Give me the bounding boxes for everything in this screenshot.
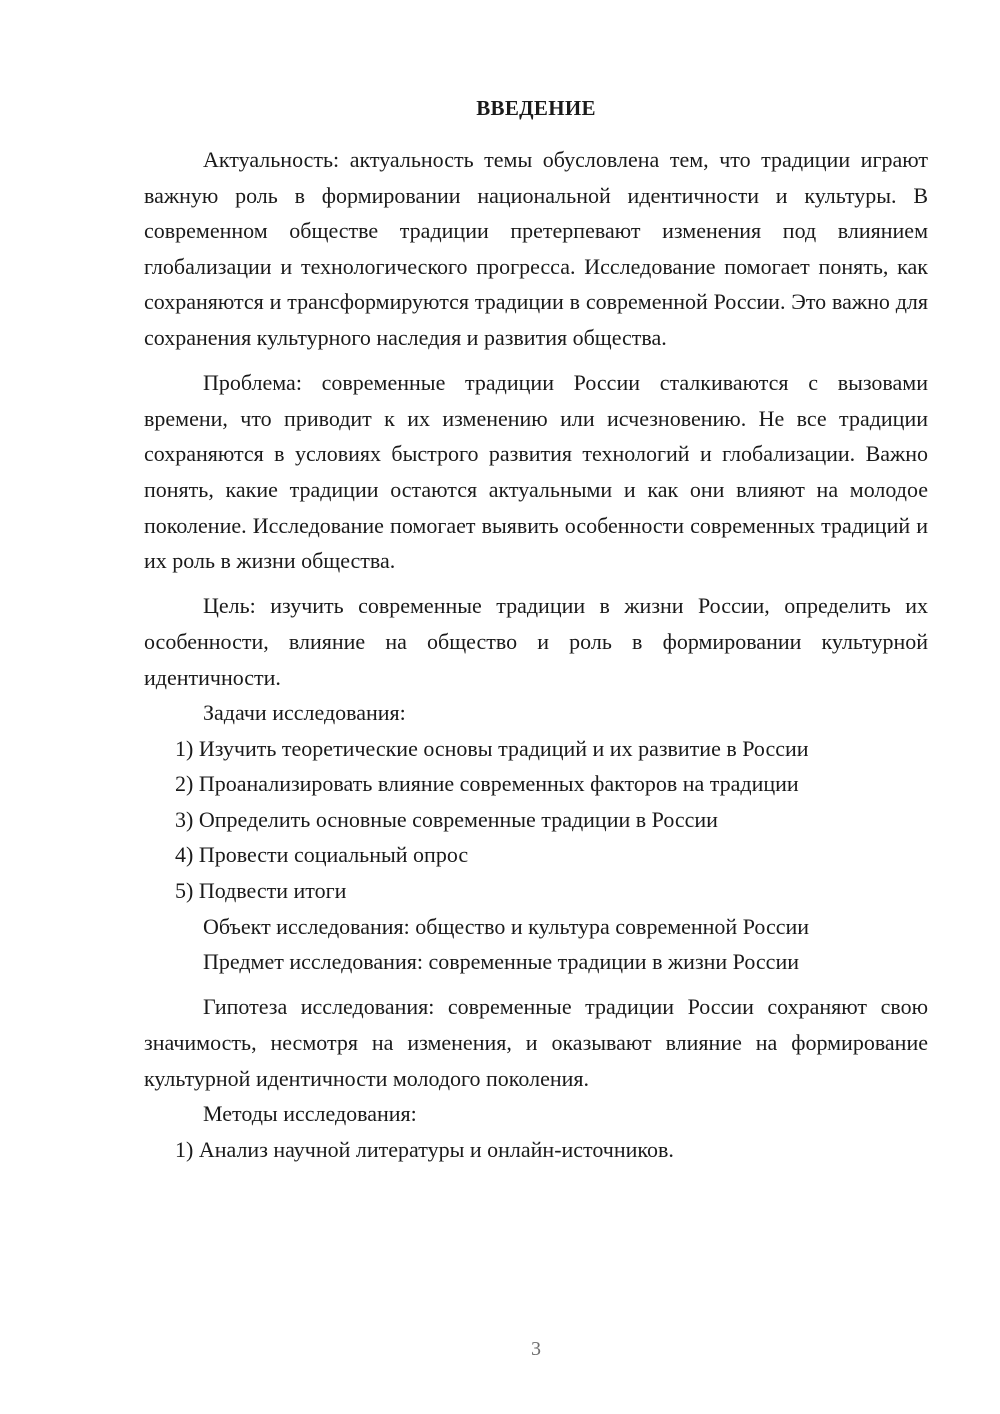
goal-paragraph: Цель: изучить современные традиции в жизни России, определить их особенности, влияние на общество и роль в формировании культурной идентичности.: [144, 593, 928, 690]
problem-paragraph: Проблема: современные традиции России сталкиваются с вызовами времени, что приводит к их изменению или исчезновению. Не все традиции сохраняются в условиях быстрого развития технологий и глобализации. Важно понять, какие традиции остаются актуальными и как они влияют на молодое поколение. Исследование помогает выявить особенности современных традиций и их роль в жизни общества.: [144, 370, 928, 574]
page-number: 3: [531, 1338, 541, 1360]
document-body: [144, 142, 928, 1167]
task-item-2: 2) Проанализировать влияние современных факторов на традиции: [175, 771, 799, 797]
task-item-5: 5) Подвести итоги: [175, 878, 347, 904]
research-subject: Предмет исследования: современные традиции в жизни России: [203, 949, 799, 975]
tasks-heading: Задачи исследования:: [203, 700, 406, 726]
task-item-3: 3) Определить основные современные традиции в России: [175, 806, 718, 832]
hypothesis-paragraph: Гипотеза исследования: современные традиции России сохраняют свою значимость, несмотря на изменения, и оказывают влияние на формирование культурной идентичности молодого поколения.: [144, 994, 928, 1091]
research-object: Объект исследования: общество и культура современной России: [203, 913, 810, 939]
page-title: ВВЕДЕНИЕ: [476, 96, 596, 120]
methods-heading: Методы исследования:: [203, 1101, 417, 1127]
relevance-paragraph: Актуальность: актуальность темы обусловлена тем, что традиции играют важную роль в формировании национальной идентичности и культуры. В современном обществе традиции претерпевают изменения под влиянием глобализации и технологического прогресса. Исследование помогает понять, как сохраняются и трансформируются традиции в современной России. Это важно для сохранения культурного наследия и развития общества.: [144, 147, 928, 350]
task-item-1: 1) Изучить теоретические основы традиций и их развитие в России: [175, 735, 809, 761]
task-item-4: 4) Провести социальный опрос: [175, 842, 469, 868]
method-item-1: 1) Анализ научной литературы и онлайн-источников.: [175, 1136, 674, 1162]
